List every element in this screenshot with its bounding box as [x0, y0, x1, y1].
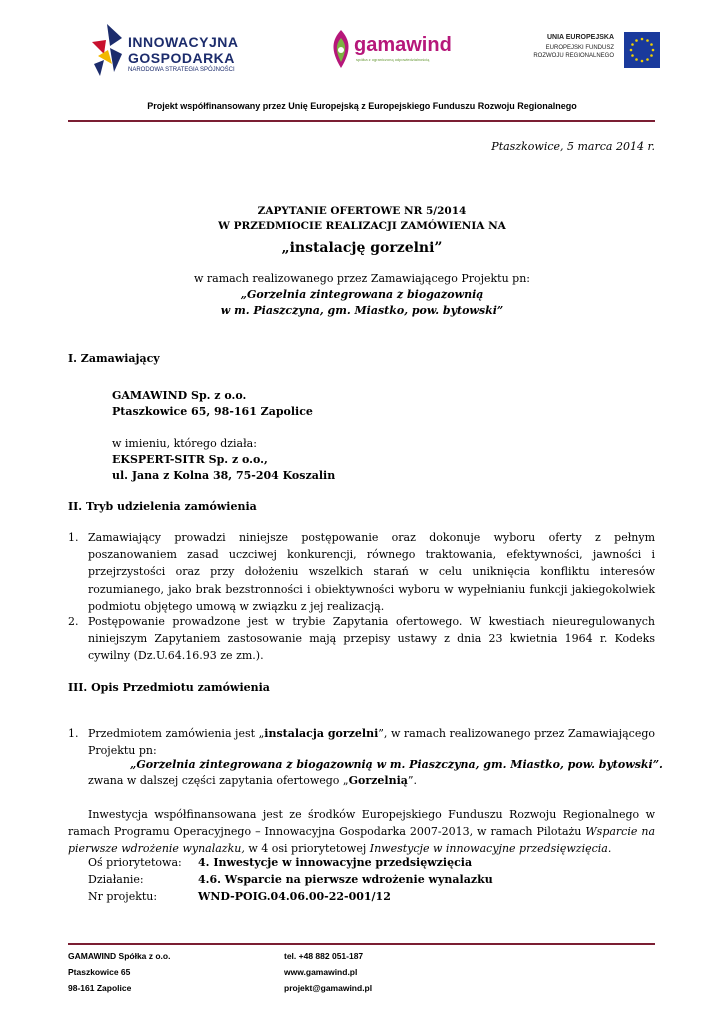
title-sub2: „Gorzelnia zintegrowana z biogazownią	[240, 288, 484, 301]
section-3-heading: III. Opis Przedmiotu zamówienia	[68, 681, 270, 694]
further-post: ”.	[407, 774, 418, 787]
document-date: Ptaszkowice, 5 marca 2014 r.	[491, 140, 655, 153]
footer-phone: tel. +48 882 051-187	[284, 951, 364, 961]
detail-value: 4. Inwestycje w innowacyjne przedsięwzięcia	[198, 856, 473, 869]
detail-label: Nr projektu:	[88, 890, 158, 903]
list-item	[68, 725, 655, 759]
title-line1: ZAPYTANIE OFERTOWE NR 5/2014	[257, 205, 467, 217]
item-subject: instalacja gorzelni	[264, 727, 379, 740]
list-item-number: 2.	[68, 615, 79, 628]
further-pre: zwana w dalszej części zapytania ofertowego „	[88, 774, 349, 787]
agent-name: EKSPERT-SITR Sp. z o.o.,	[112, 453, 268, 466]
footer-website: www.gamawind.pl	[284, 967, 358, 977]
list-item	[68, 613, 655, 665]
list-item-text: Postępowanie prowadzone jest w trybie Zapytania ofertowego. W kwestiach nieuregulowanych niniejszym Zapytaniem zastosowanie mają przepisy ustawy z dnia 23 kwietnia 1964 r. Kodeks cywilny (Dz.U.64.16.93 ze zm.).	[88, 615, 655, 663]
investment-paragraph	[68, 806, 655, 858]
footer-email: projekt@gamawind.pl	[284, 983, 373, 993]
section-1-heading: I. Zamawiający	[68, 352, 160, 365]
eu-flag-icon	[624, 32, 660, 68]
item-text-pre: Przedmiotem zamówienia jest „	[88, 727, 265, 740]
detail-label: Oś priorytetowa:	[88, 856, 182, 869]
gamawind-logo-tagline: spółka z ograniczoną odpowiedzialnością	[356, 57, 430, 62]
eu-logo-line2: EUROPEJSKI FUNDUSZ	[545, 45, 614, 51]
eu-logo-line3: ROZWOJU REGIONALNEGO	[533, 53, 614, 59]
list-item-number: 1.	[68, 531, 79, 544]
title-line2: W PRZEDMIOCIE REALIZACJI ZAMÓWIENIA NA	[218, 220, 506, 232]
detail-label: Działanie:	[88, 873, 144, 886]
ig-logo-line2: GOSPODARKA	[128, 50, 235, 66]
gamawind-leaf-icon	[330, 30, 352, 68]
section-2-heading: II. Tryb udzielenia zamówienia	[68, 500, 257, 513]
document-title: „instalację gorzelni”	[281, 240, 443, 256]
title-sub3: w m. Piaszczyna, gm. Miastko, pow. bytowski”	[220, 304, 504, 317]
detail-value: 4.6. Wsparcie na pierwsze wdrożenie wynalazku	[198, 873, 493, 886]
innowacyjna-gospodarka-logo	[92, 24, 262, 76]
invest-d: Inwestycje w innowacyjne przedsięwzięcia.	[369, 842, 612, 856]
ig-logo-line1: INNOWACYJNA	[128, 34, 239, 50]
gamawind-logo-name: gamawind	[354, 34, 452, 56]
on-behalf-label: w imieniu, którego działa:	[112, 437, 257, 450]
footer-divider	[68, 943, 655, 945]
invest-b: Wsparcie na pierwsze wdrożenie wynalazku,	[68, 825, 655, 856]
list-item-text	[88, 725, 655, 759]
further-bold: Gorzelnią	[348, 774, 408, 787]
project-name: „Gorzelnia zintegrowana z biogazownią w m. Piaszczyna, gm. Miastko, pow. bytowski”.	[130, 758, 663, 771]
eu-logo-line1: UNIA EUROPEJSKA	[546, 34, 614, 41]
ig-logo-icon	[92, 24, 122, 76]
footer-address-line2: 98-161 Zapolice	[68, 983, 132, 993]
list-item	[68, 529, 655, 615]
ig-logo-line3: NARODOWA STRATEGIA SPÓJNOŚCI	[128, 67, 235, 73]
list-item-number: 1.	[68, 727, 79, 740]
footer-company: GAMAWIND Spółka z o.o.	[68, 951, 171, 961]
list-item-text: Zamawiający prowadzi niniejsze postępowanie oraz dokonuje wyboru oferty z pełnym poszanowaniem zasad uczciwej konkurencji, równego traktowania, efektywności, jawności i przejrzystości oraz przy dołożeniu wszelkich starań w celu uniknięcia konfliktu interesów rozumianego, jako brak bezstronności i obiektywności wyboru w wypełnianiu funkcji jakiegokolwiek podmiotu objętego umową w związku z jej realizacją.	[88, 531, 655, 613]
header-divider	[68, 120, 655, 122]
company-name: GAMAWIND Sp. z o.o.	[112, 389, 247, 402]
invest-a: Inwestycja współfinansowana jest ze środków Europejskiego Funduszu Rozwoju Regionalnego w ramach Programu Operacyjnego – Innowacyjna Gospodarka 2007-2013, w ramach Pilotażu	[68, 808, 655, 839]
title-sub1: w ramach realizowanego przez Zamawiającego Projektu pn:	[193, 272, 531, 285]
item-text-post: ”, w ramach realizowanego przez Zamawiającego Projektu pn:	[88, 727, 655, 758]
detail-value: WND-POIG.04.06.00-22-001/12	[198, 890, 391, 903]
invest-c: w 4 osi priorytetowej	[244, 842, 370, 856]
footer-address-line1: Ptaszkowice 65	[68, 967, 131, 977]
eu-logo	[520, 32, 660, 72]
agent-address: ul. Jana z Kolna 38, 75-204 Koszalin	[112, 469, 336, 482]
funding-statement: Projekt współfinansowany przez Unię Europejską z Europejskiego Funduszu Rozwoju Regionalnego	[147, 101, 577, 111]
company-address: Ptaszkowice 65, 98-161 Zapolice	[112, 405, 313, 418]
further-reference	[88, 774, 417, 787]
gamawind-logo	[330, 30, 460, 70]
